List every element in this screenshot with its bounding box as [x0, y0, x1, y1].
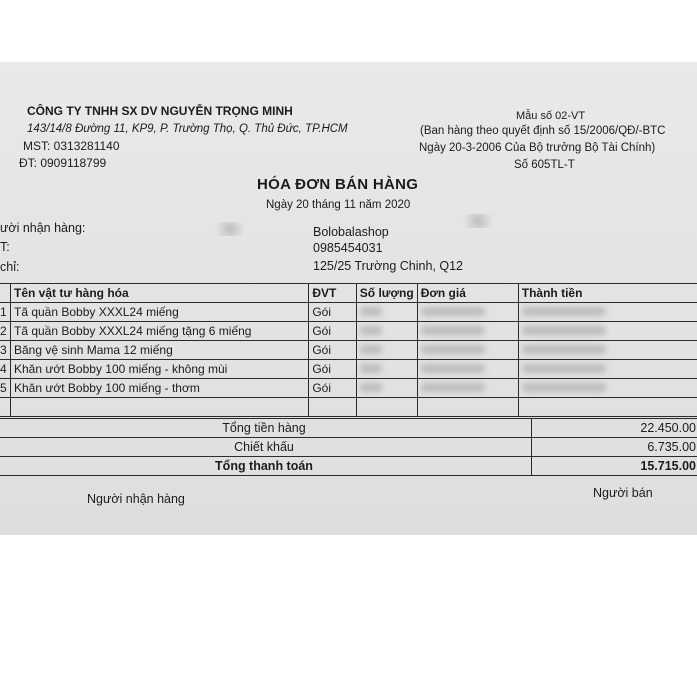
- subtotal-value: 22.450.00: [532, 419, 697, 438]
- row-number: 5: [0, 379, 10, 398]
- table-header-row: [0, 284, 697, 303]
- stamp-smudge: [458, 214, 498, 228]
- table-row: [0, 341, 697, 360]
- col-header-price: Đơn giá: [417, 284, 518, 303]
- item-unit: Gói: [309, 360, 356, 379]
- col-header-unit: ĐVT: [309, 284, 356, 303]
- col-header-no: [0, 284, 10, 303]
- item-name: Khăn ướt Bobby 100 miếng - không mùi: [10, 360, 308, 379]
- redacted-amount: [518, 341, 697, 360]
- col-header-amount: Thành tiền: [518, 284, 697, 303]
- table-row: [0, 379, 697, 398]
- table-row: [0, 322, 697, 341]
- col-header-name: Tên vật tư hàng hóa: [10, 284, 308, 303]
- receiver-signature-label: Người nhận hàng: [87, 492, 185, 506]
- subtotal-label: Tổng tiền hàng: [0, 419, 532, 438]
- redacted-price: [417, 360, 518, 379]
- receiver-phone-value: 0985454031: [313, 241, 383, 255]
- redacted-price: [417, 341, 518, 360]
- company-address: 143/14/8 Đường 11, KP9, P. Trường Thọ, Q. Thủ Đức, TP.HCM: [27, 123, 348, 135]
- item-name: Tã quần Bobby XXXL24 miếng: [10, 303, 308, 322]
- row-number: 1: [0, 303, 10, 322]
- row-number: 4: [0, 360, 10, 379]
- grand-total-label: Tổng thanh toán: [0, 457, 532, 476]
- item-name: Khăn ướt Bobby 100 miếng - thơm: [10, 379, 308, 398]
- table-row: [0, 360, 697, 379]
- redacted-amount: [518, 360, 697, 379]
- stamp-smudge: [210, 222, 250, 236]
- invoice-serial: Số 605TL-T: [514, 159, 575, 171]
- discount-label: Chiết khấu: [0, 438, 532, 457]
- redacted-qty: [356, 360, 417, 379]
- totals-table: [0, 418, 697, 476]
- redacted-amount: [518, 322, 697, 341]
- invoice-date: Ngày 20 tháng 11 năm 2020: [266, 199, 411, 211]
- redacted-qty: [356, 322, 417, 341]
- redacted-price: [417, 303, 518, 322]
- invoice-title: HÓA ĐƠN BÁN HÀNG: [257, 176, 419, 193]
- item-unit: Gói: [309, 341, 356, 360]
- item-name: Tã quần Bobby XXXL24 miếng tặng 6 miếng: [10, 322, 308, 341]
- item-unit: Gói: [309, 322, 356, 341]
- company-tax-code: MST: 0313281140: [23, 139, 120, 153]
- company-name: CÔNG TY TNHH SX DV NGUYỄN TRỌNG MINH: [27, 104, 293, 118]
- receiver-address-label: chỉ:: [0, 260, 20, 274]
- item-name: Băng vệ sinh Mama 12 miếng: [10, 341, 308, 360]
- receiver-name-value: Bolobalashop: [313, 225, 389, 239]
- row-number: 2: [0, 322, 10, 341]
- table-row-empty: [0, 398, 697, 417]
- discount-row: [0, 438, 697, 457]
- row-number: 3: [0, 341, 10, 360]
- col-header-qty: Số lượng: [356, 284, 417, 303]
- grand-total-row: [0, 457, 697, 476]
- receiver-name-label: ười nhận hàng:: [0, 221, 86, 235]
- grand-total-value: 15.715.00: [532, 457, 697, 476]
- redacted-price: [417, 379, 518, 398]
- item-unit: Gói: [309, 303, 356, 322]
- seller-signature-label: Người bán: [593, 486, 653, 500]
- receiver-address-value: 125/25 Trường Chinh, Q12: [313, 259, 463, 273]
- redacted-qty: [356, 341, 417, 360]
- discount-value: 6.735.00: [532, 438, 697, 457]
- redacted-price: [417, 322, 518, 341]
- redacted-qty: [356, 303, 417, 322]
- redacted-amount: [518, 303, 697, 322]
- receiver-phone-label: T:: [0, 240, 10, 254]
- item-unit: Gói: [309, 379, 356, 398]
- form-number: Mẫu số 02-VT: [516, 110, 586, 122]
- form-note-line1: (Ban hàng theo quyết định số 15/2006/QĐ/-BTC: [420, 125, 666, 137]
- items-table: [0, 283, 697, 417]
- company-phone: ĐT: 0909118799: [19, 156, 107, 170]
- table-row: [0, 303, 697, 322]
- redacted-amount: [518, 379, 697, 398]
- redacted-qty: [356, 379, 417, 398]
- subtotal-row: [0, 419, 697, 438]
- form-note-line2: Ngày 20-3-2006 Của Bộ trưởng Bộ Tài Chính): [419, 142, 656, 154]
